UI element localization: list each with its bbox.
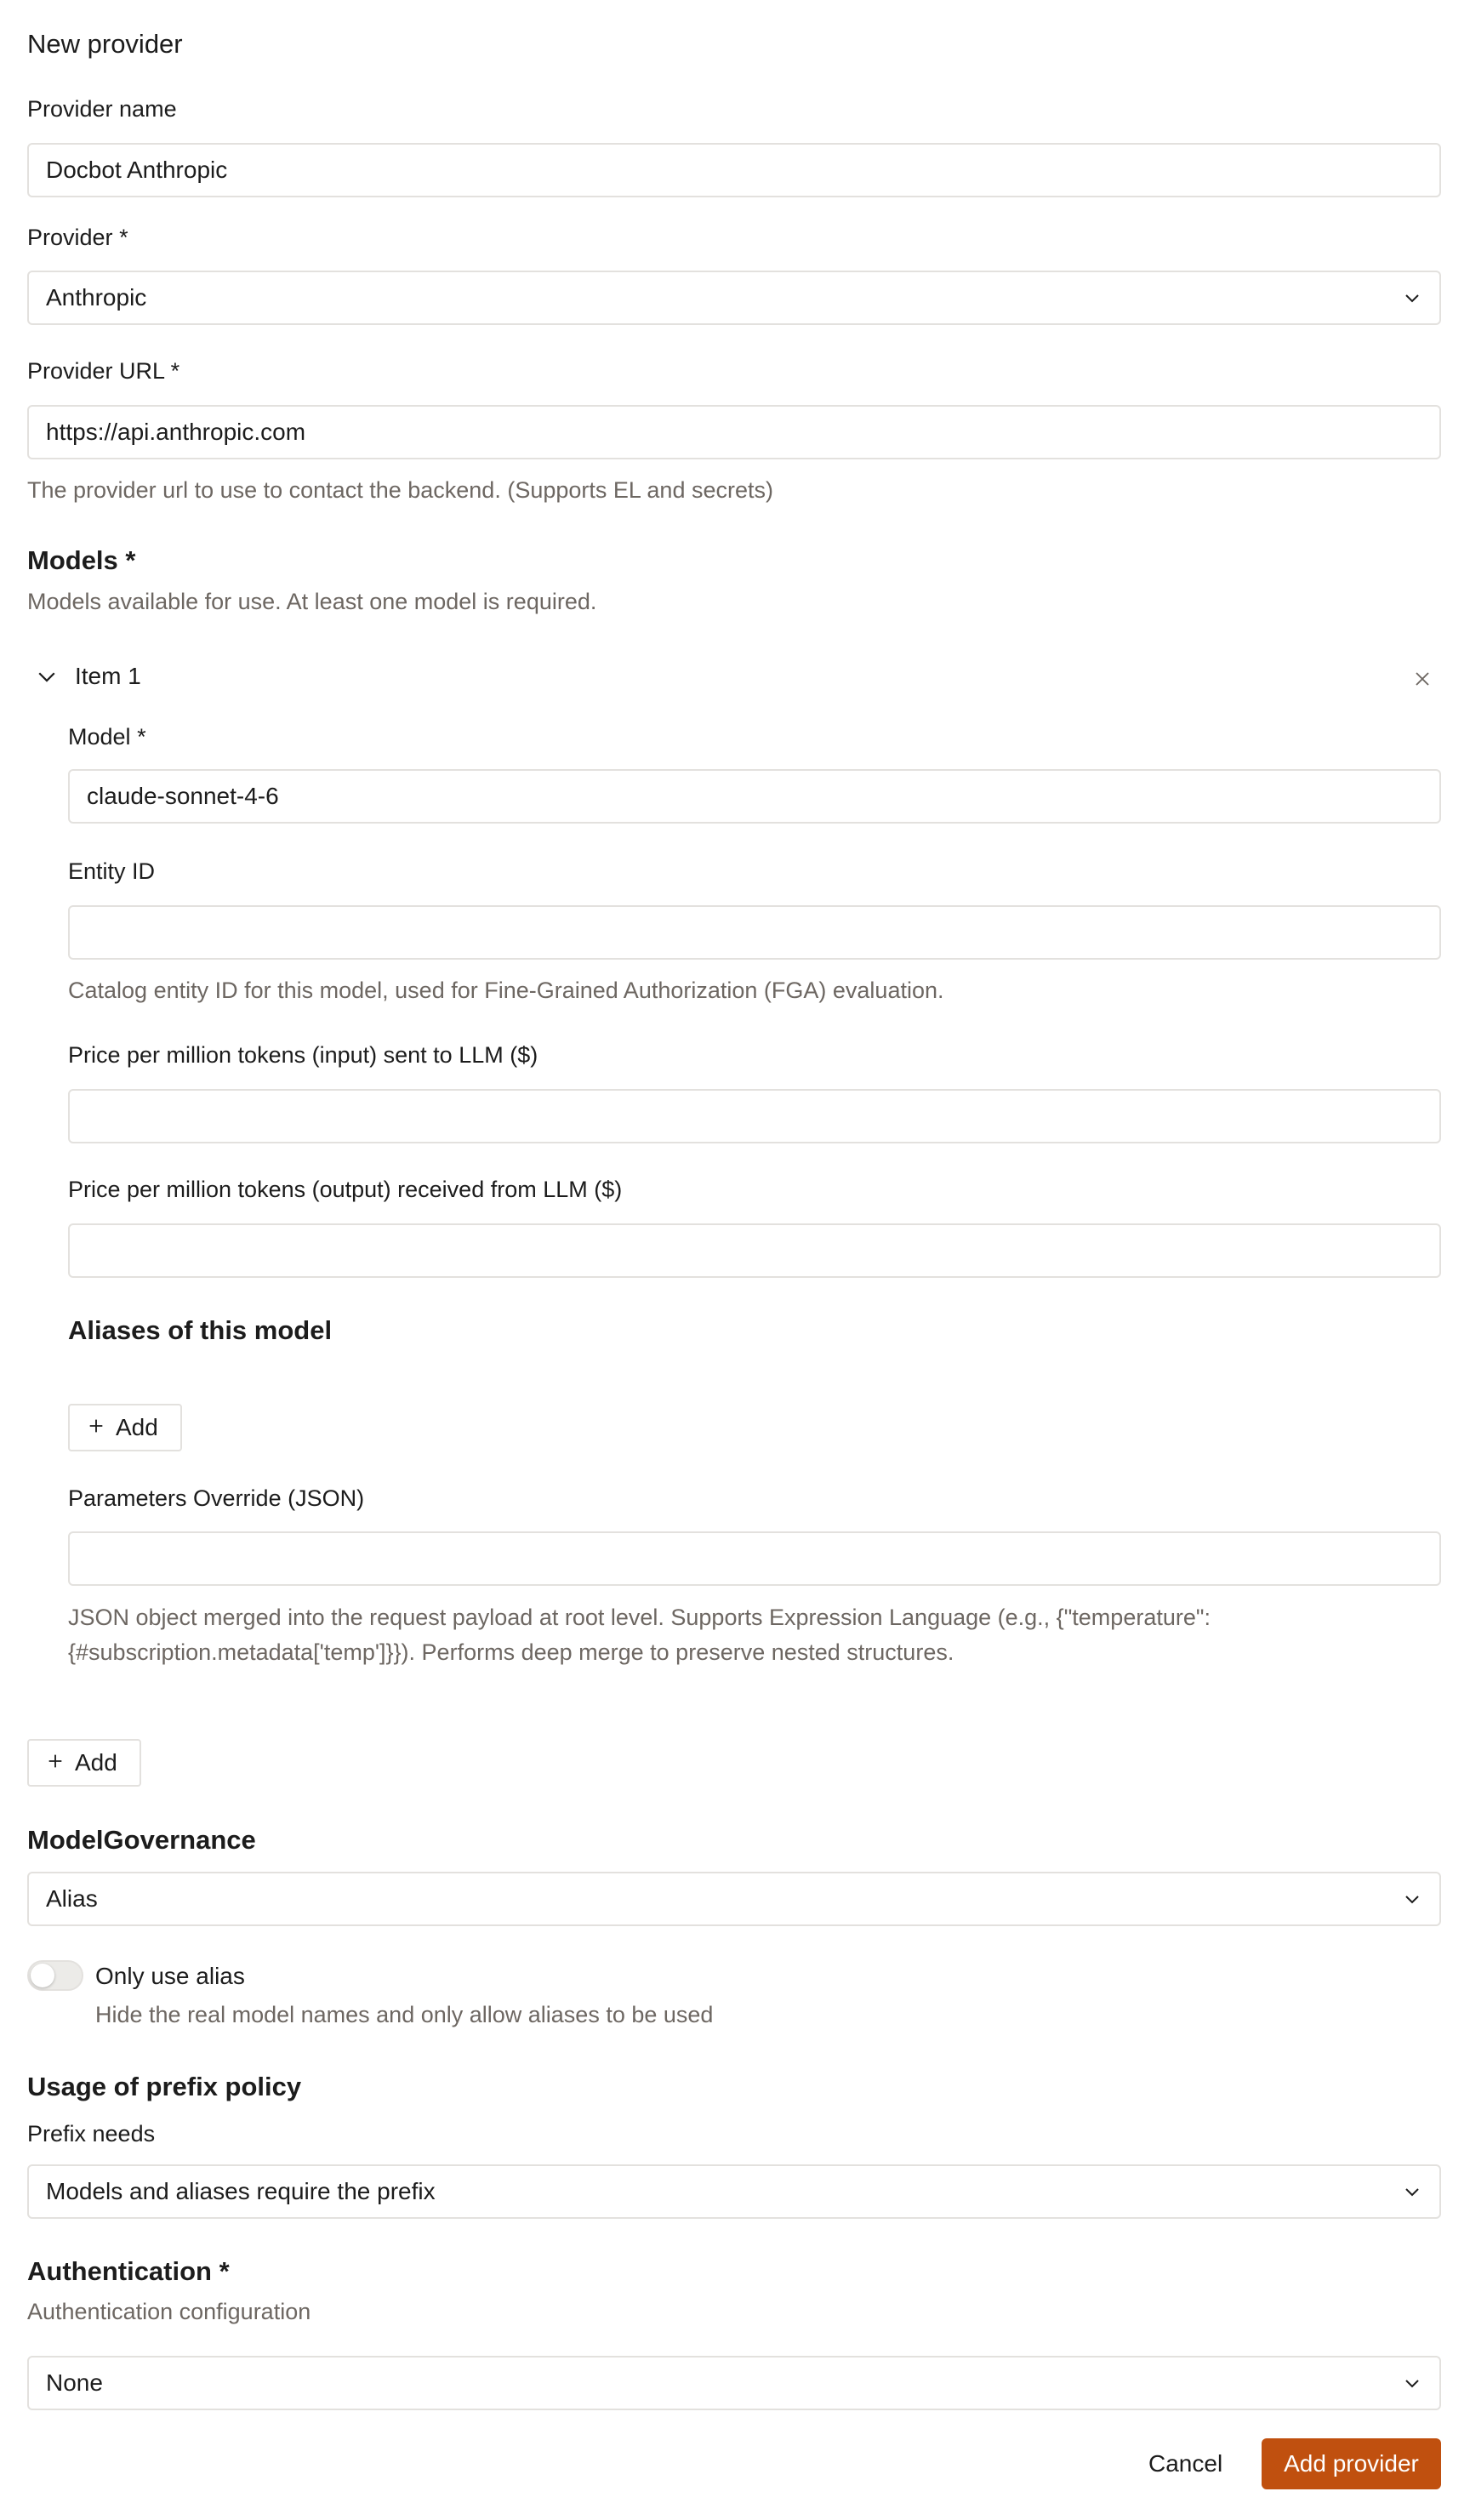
provider-select-value: Anthropic [46,284,147,311]
model-item-title: Item 1 [75,663,141,689]
prefix-needs-select[interactable] [27,2164,1441,2219]
price-input-label: Price per million tokens (input) sent to LLM ($) [68,1042,538,1068]
only-alias-help: Hide the real model names and only allow aliases to be used [95,2002,714,2027]
only-alias-toggle[interactable] [27,1960,83,1991]
params-override-help-line1: JSON object merged into the request payload at root level. Supports Expression Language (e.g., {"temperature": [68,1605,1211,1630]
params-override-label: Parameters Override (JSON) [68,1485,365,1511]
required-mark: * [219,2256,230,2286]
chevron-down-icon [1402,288,1422,308]
model-label [68,724,146,750]
price-output-label: Price per million tokens (output) received from LLM ($) [68,1177,623,1202]
prefix-needs-value: Models and aliases require the prefix [46,2178,436,2204]
aliases-title: Aliases of this model [68,1315,333,1345]
price-input-field[interactable] [68,1089,1441,1143]
provider-label [27,225,128,251]
provider-name-label: Provider name [27,96,177,122]
provider-select[interactable] [27,271,1441,325]
required-mark: * [137,724,146,750]
model-input[interactable] [68,769,1441,824]
models-description: Models available for use. At least one model is required. [27,589,597,614]
governance-title: ModelGovernance [27,1825,256,1855]
required-mark: * [125,545,136,575]
price-output-field[interactable] [68,1223,1441,1278]
params-override-input[interactable] [68,1531,1441,1586]
provider-url-label-text: Provider URL [27,358,165,384]
models-title-text: Models [27,545,118,575]
authentication-value: None [46,2369,103,2396]
add-provider-button[interactable]: Add provider [1262,2438,1441,2489]
add-model-label: Add [75,1749,117,1776]
model-value: claude-sonnet-4-6 [87,783,279,809]
required-mark: * [170,358,180,384]
entity-id-label: Entity ID [68,858,156,884]
add-alias-button[interactable] [68,1404,182,1451]
add-alias-label: Add [116,1414,158,1440]
plus-icon [46,1749,65,1776]
prefix-needs-label: Prefix needs [27,2121,156,2147]
params-override-help-line2: {#subscription.metadata['temp']}}). Performs deep merge to preserve nested structures. [68,1639,954,1665]
model-label-text: Model [68,724,131,750]
required-mark: * [119,225,128,250]
collapse-chevron-icon[interactable] [34,664,60,689]
provider-name-value: Docbot Anthropic [46,157,228,183]
prefix-policy-title: Usage of prefix policy [27,2072,302,2101]
add-model-button[interactable] [27,1739,141,1787]
close-icon[interactable] [1410,667,1434,691]
authentication-title-text: Authentication [27,2256,212,2286]
provider-name-input[interactable] [27,143,1441,197]
provider-label-text: Provider [27,225,113,250]
provider-url-value: https://api.anthropic.com [46,419,306,445]
governance-value: Alias [46,1885,98,1912]
plus-icon [87,1414,105,1441]
governance-select[interactable] [27,1872,1441,1926]
authentication-description: Authentication configuration [27,2299,311,2324]
dialog-title: New provider [27,29,183,59]
chevron-down-icon [1402,2373,1422,2393]
chevron-down-icon [1402,1889,1422,1909]
toggle-knob [31,1964,54,1987]
entity-id-help: Catalog entity ID for this model, used for Fine-Grained Authorization (FGA) evaluation. [68,978,944,1003]
provider-url-label [27,358,179,385]
chevron-down-icon [1402,2181,1422,2202]
provider-url-input[interactable] [27,405,1441,459]
only-alias-label: Only use alias [95,1963,245,1989]
cancel-button[interactable]: Cancel [1148,2450,1223,2477]
provider-url-help: The provider url to use to contact the backend. (Supports EL and secrets) [27,477,773,503]
models-title [27,545,136,576]
authentication-title [27,2256,230,2287]
entity-id-input[interactable] [68,905,1441,960]
authentication-select[interactable] [27,2356,1441,2410]
